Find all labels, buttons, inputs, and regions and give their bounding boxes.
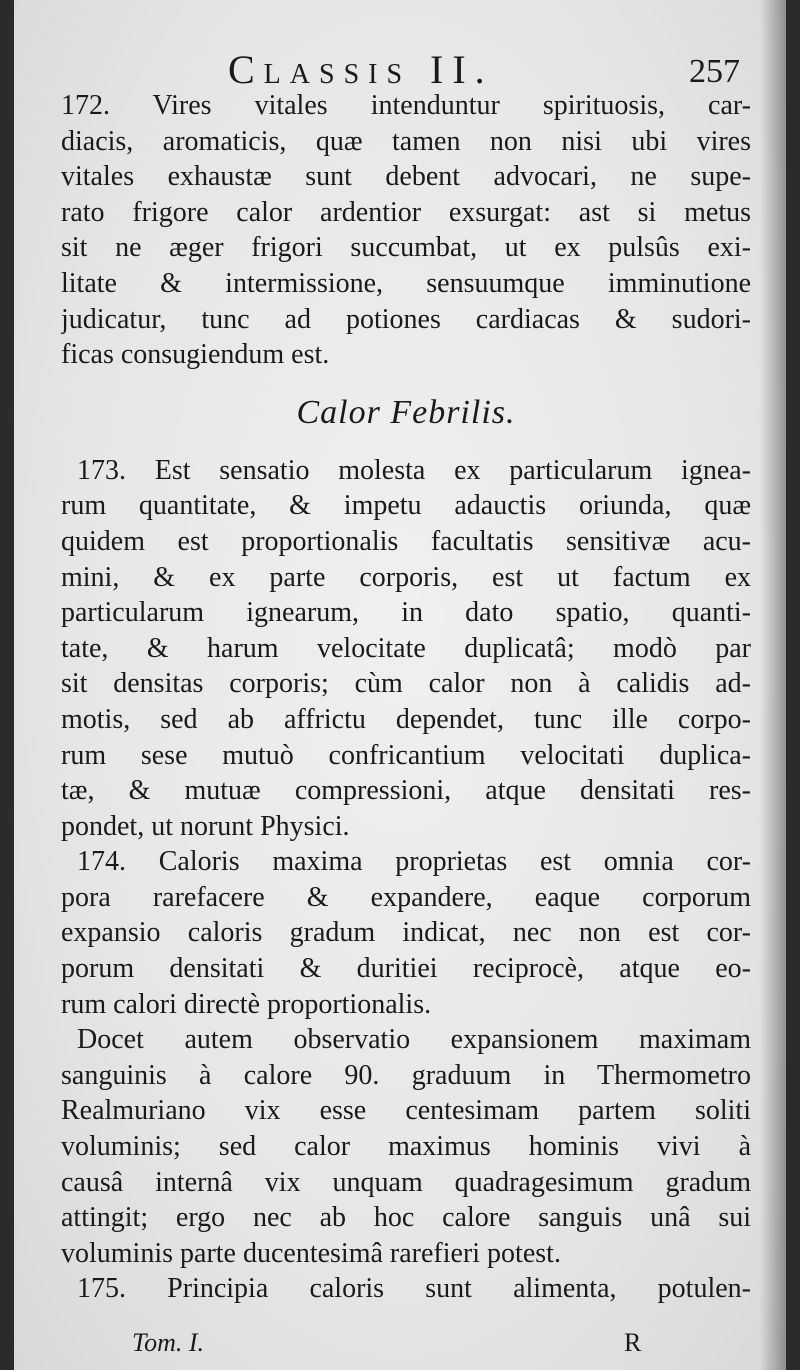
section-heading: Calor Febrilis. <box>296 393 516 431</box>
text-line: 172. Vires vitales intenduntur spirituosis, car- <box>61 90 751 121</box>
text-line: litate & intermissione, sensuumque imminutione <box>61 267 751 299</box>
page-body <box>61 88 751 1307</box>
page-number: 257 <box>689 53 740 90</box>
paragraph-173 <box>61 453 751 845</box>
text-line: pora rarefacere & expandere, eaque corporum <box>61 881 751 913</box>
paragraph-observation <box>61 1022 751 1271</box>
text-line: porum densitati & duritiei reciprocè, atque eo- <box>61 953 751 985</box>
text-line: sit ne æger frigori succumbat, ut ex pulsûs exi- <box>61 232 751 264</box>
text-line: judicatur, tunc ad potiones cardiacas & sudori- <box>61 303 751 335</box>
text-line: voluminis; sed calor maximus hominis vivi à <box>61 1131 751 1163</box>
page-footer <box>14 1325 786 1361</box>
text-line: 174. Caloris maxima proprietas est omnia cor- <box>77 846 751 878</box>
paragraph-172 <box>61 88 751 373</box>
paragraph-174 <box>61 844 751 1022</box>
paragraph-175 <box>61 1271 751 1307</box>
text-line: Docet autem observatio expansionem maximam <box>77 1024 751 1056</box>
book-page <box>14 0 786 1370</box>
signature-mark: R <box>624 1328 642 1357</box>
text-line: voluminis parte ducentesimâ rarefieri potest. <box>61 1237 561 1269</box>
text-line: diacis, aromaticis, quæ tamen non nisi ubi vires <box>61 125 751 157</box>
text-line: tæ, & mutuæ compressioni, atque densitati res- <box>61 775 751 807</box>
text-line: pondet, ut norunt Physici. <box>61 810 350 842</box>
running-head: Classis II. <box>228 47 494 92</box>
volume-mark: Tom. I. <box>132 1328 205 1357</box>
text-line: ficas consugiendum est. <box>61 339 330 371</box>
text-line: expansio caloris gradum indicat, nec non est cor- <box>61 917 751 949</box>
text-line: rato frigore calor ardentior exsurgat: ast si metus <box>61 196 751 228</box>
gutter-shadow <box>760 0 786 1370</box>
text-line: sanguinis à calore 90. graduum in Thermometro <box>61 1059 751 1091</box>
text-line: motis, sed ab affrictu dependet, tunc ille corpo- <box>61 703 751 735</box>
text-line: rum quantitate, & impetu adauctis oriunda, quæ <box>61 490 751 522</box>
text-line: rum calori directè proportionalis. <box>61 988 432 1020</box>
text-line: causâ internâ vix unquam quadragesimum gradum <box>61 1166 751 1198</box>
text-line: attingit; ergo nec ab hoc calore sanguis unâ sui <box>61 1202 751 1234</box>
text-line: mini, & ex parte corporis, est ut factum ex <box>61 561 751 593</box>
text-line: Realmuriano vix esse centesimam partem soliti <box>61 1095 751 1127</box>
text-line: sit densitas corporis; cùm calor non à calidis ad- <box>61 668 751 700</box>
text-line: 175. Principia caloris sunt alimenta, potulen- <box>77 1273 751 1305</box>
text-line: vitales exhaustæ sunt debent advocari, ne supe- <box>61 161 751 193</box>
text-line: quidem est proportionalis facultatis sensitivæ acu- <box>61 525 751 557</box>
text-line: rum sese mutuò confricantium velocitati duplica- <box>61 739 751 771</box>
text-line: tate, & harum velocitate duplicatâ; modò par <box>61 632 751 664</box>
text-line: 173. Est sensatio molesta ex particularum ignea- <box>77 454 751 486</box>
text-line: particularum ignearum, in dato spatio, quanti- <box>61 597 751 629</box>
